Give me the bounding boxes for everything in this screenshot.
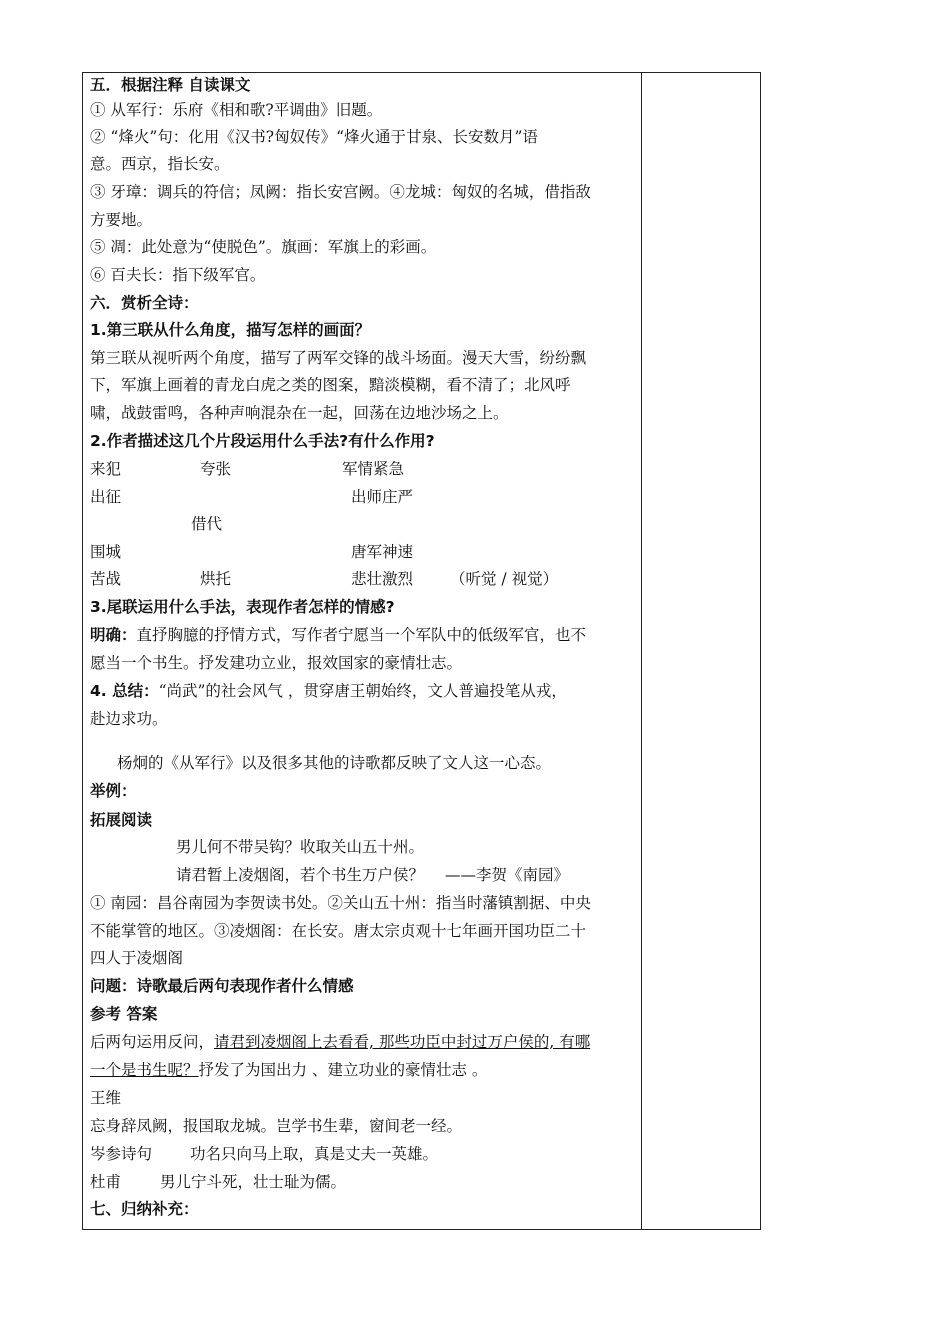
technique-kuzhan: 苦战: [90, 570, 122, 588]
reference-answer-heading: 参考 答案: [90, 1005, 158, 1023]
technique-tangjun: 唐军神速: [351, 543, 414, 561]
note-3-line-1: ③ 牙璋：调兵的符信；凤阙：指长安宫阙。④龙城：匈奴的名城，借指敌: [90, 183, 591, 201]
cen-shen-poem: 功名只向马上取，真是丈夫一英雄。: [190, 1145, 439, 1163]
answer-1-line-2: 下，军旗上画着的青龙白虎之类的图案，黯淡模糊，看不清了；北风呼: [90, 376, 571, 394]
summary-line-2: 赴边求功。: [90, 710, 168, 728]
poem-notes-line-2: 不能掌管的地区。③凌烟阁：在长安。唐太宗贞观十七年画开国功臣二十: [90, 922, 587, 940]
extended-reading-heading: 拓展阅读: [90, 811, 153, 829]
question-1: 1.第三联从什么角度，描写怎样的画面？: [90, 321, 371, 339]
technique-junqing: 军情紧急: [342, 460, 405, 478]
note-5: ⑤ 凋：此处意为“使脱色”。旗画：军旗上的彩画。: [90, 238, 437, 256]
answer-3-line-2: 愿当一个书生。抒发建功立业，报效国家的豪情壮志。: [90, 654, 463, 672]
technique-tingjue: （听觉 / 视觉）: [450, 570, 559, 588]
section-5-heading: 五．根据注释 自读课文: [90, 76, 251, 94]
note-3-line-2: 方要地。: [90, 211, 153, 229]
summary-line-1: [90, 680, 567, 702]
ref-answer-rest: 抒发了为国出力 、建立功业的豪情壮志 。: [198, 1061, 488, 1079]
note-1: ① 从军行：乐府《相和歌?平调曲》旧题。: [90, 101, 383, 119]
question-2: 2.作者描述这几个片段运用什么手法?有什么作用?: [90, 432, 435, 450]
answer-3-label: 明确：: [90, 626, 137, 644]
section-6-heading: 六．赏析全诗：: [90, 294, 199, 312]
answer-1-line-3: 啸，战鼓雷鸣，各种声响混杂在一起，回荡在边地沙场之上。: [90, 404, 509, 422]
ref-answer-underlined-2: 一个是书生呢？: [90, 1061, 199, 1079]
example-heading: 举例：: [90, 782, 137, 800]
poem-notes-line-3: 四人于凌烟阁: [90, 949, 184, 967]
yang-jiong-note: 杨炯的《从军行》以及很多其他的诗歌都反映了文人这一心态。: [117, 754, 552, 772]
note-2-line-2: 意。西京，指长安。: [90, 155, 230, 173]
answer-1-line-1: 第三联从视听两个角度，描写了两军交锋的战斗场面。漫天大雪，纷纷飘: [90, 349, 587, 367]
technique-chushi: 出师庄严: [351, 488, 414, 506]
poem-line-1: 男儿何不带吴钩？收取关山五十州。: [176, 838, 425, 856]
summary-label: 4. 总结：: [90, 682, 159, 700]
table-column-divider: [641, 72, 642, 1230]
ref-answer-underlined-1: 请君到凌烟阁上去看看, 那些功臣中封过万户侯的, 有哪: [214, 1033, 591, 1051]
answer-3-line-1: [90, 624, 586, 646]
reference-answer-line-2: [90, 1059, 487, 1081]
answer-3-text: 直抒胸臆的抒情方式，写作者宁愿当一个军队中的低级军官，也不: [136, 626, 587, 644]
poet-cen-shen: 岑参诗句: [90, 1145, 153, 1163]
reference-answer-line-1: [90, 1031, 590, 1053]
poet-du-fu: 杜甫: [90, 1173, 122, 1191]
technique-weicheng: 围城: [90, 543, 122, 561]
poem-notes-line-1: ① 南园：昌谷南园为李贺读书处。②关山五十州：指当时藩镇割据、中央: [90, 894, 591, 912]
technique-beizhuang: 悲壮激烈: [351, 570, 414, 588]
note-2-line-1: ② “烽火”句：化用《汉书?匈奴传》“烽火通于甘泉、长安数月”语: [90, 128, 538, 146]
poem-line-2: 请君暂上凌烟阁，若个书生万户侯？: [176, 866, 425, 884]
ref-answer-intro: 后两句运用反问，: [90, 1033, 215, 1051]
technique-jiedai: 借代: [191, 515, 223, 533]
question-heading: 问题：诗歌最后两句表现作者什么情感: [90, 977, 354, 995]
technique-chuzheng: 出征: [90, 488, 122, 506]
poem-author: ——李贺《南园》: [445, 866, 570, 884]
technique-kuazhang: 夸张: [200, 460, 232, 478]
du-fu-poem: 男儿宁斗死，壮士耻为儒。: [160, 1173, 347, 1191]
question-3: 3.尾联运用什么手法，表现作者怎样的情感?: [90, 598, 395, 616]
wang-wei-poem: 忘身辞凤阙，报国取龙城。岂学书生辈，窗间老一经。: [90, 1117, 463, 1135]
technique-hongtuo: 烘托: [200, 570, 232, 588]
summary-text: “尚武”的社会风气 ，贯穿唐王朝始终，文人普遍投笔从戎，: [158, 682, 567, 700]
poet-wang-wei: 王维: [90, 1089, 122, 1107]
section-7-heading: 七、归纳补充：: [90, 1200, 199, 1218]
note-6: ⑥ 百夫长：指下级军官。: [90, 266, 266, 284]
technique-laifan: 来犯: [90, 460, 122, 478]
